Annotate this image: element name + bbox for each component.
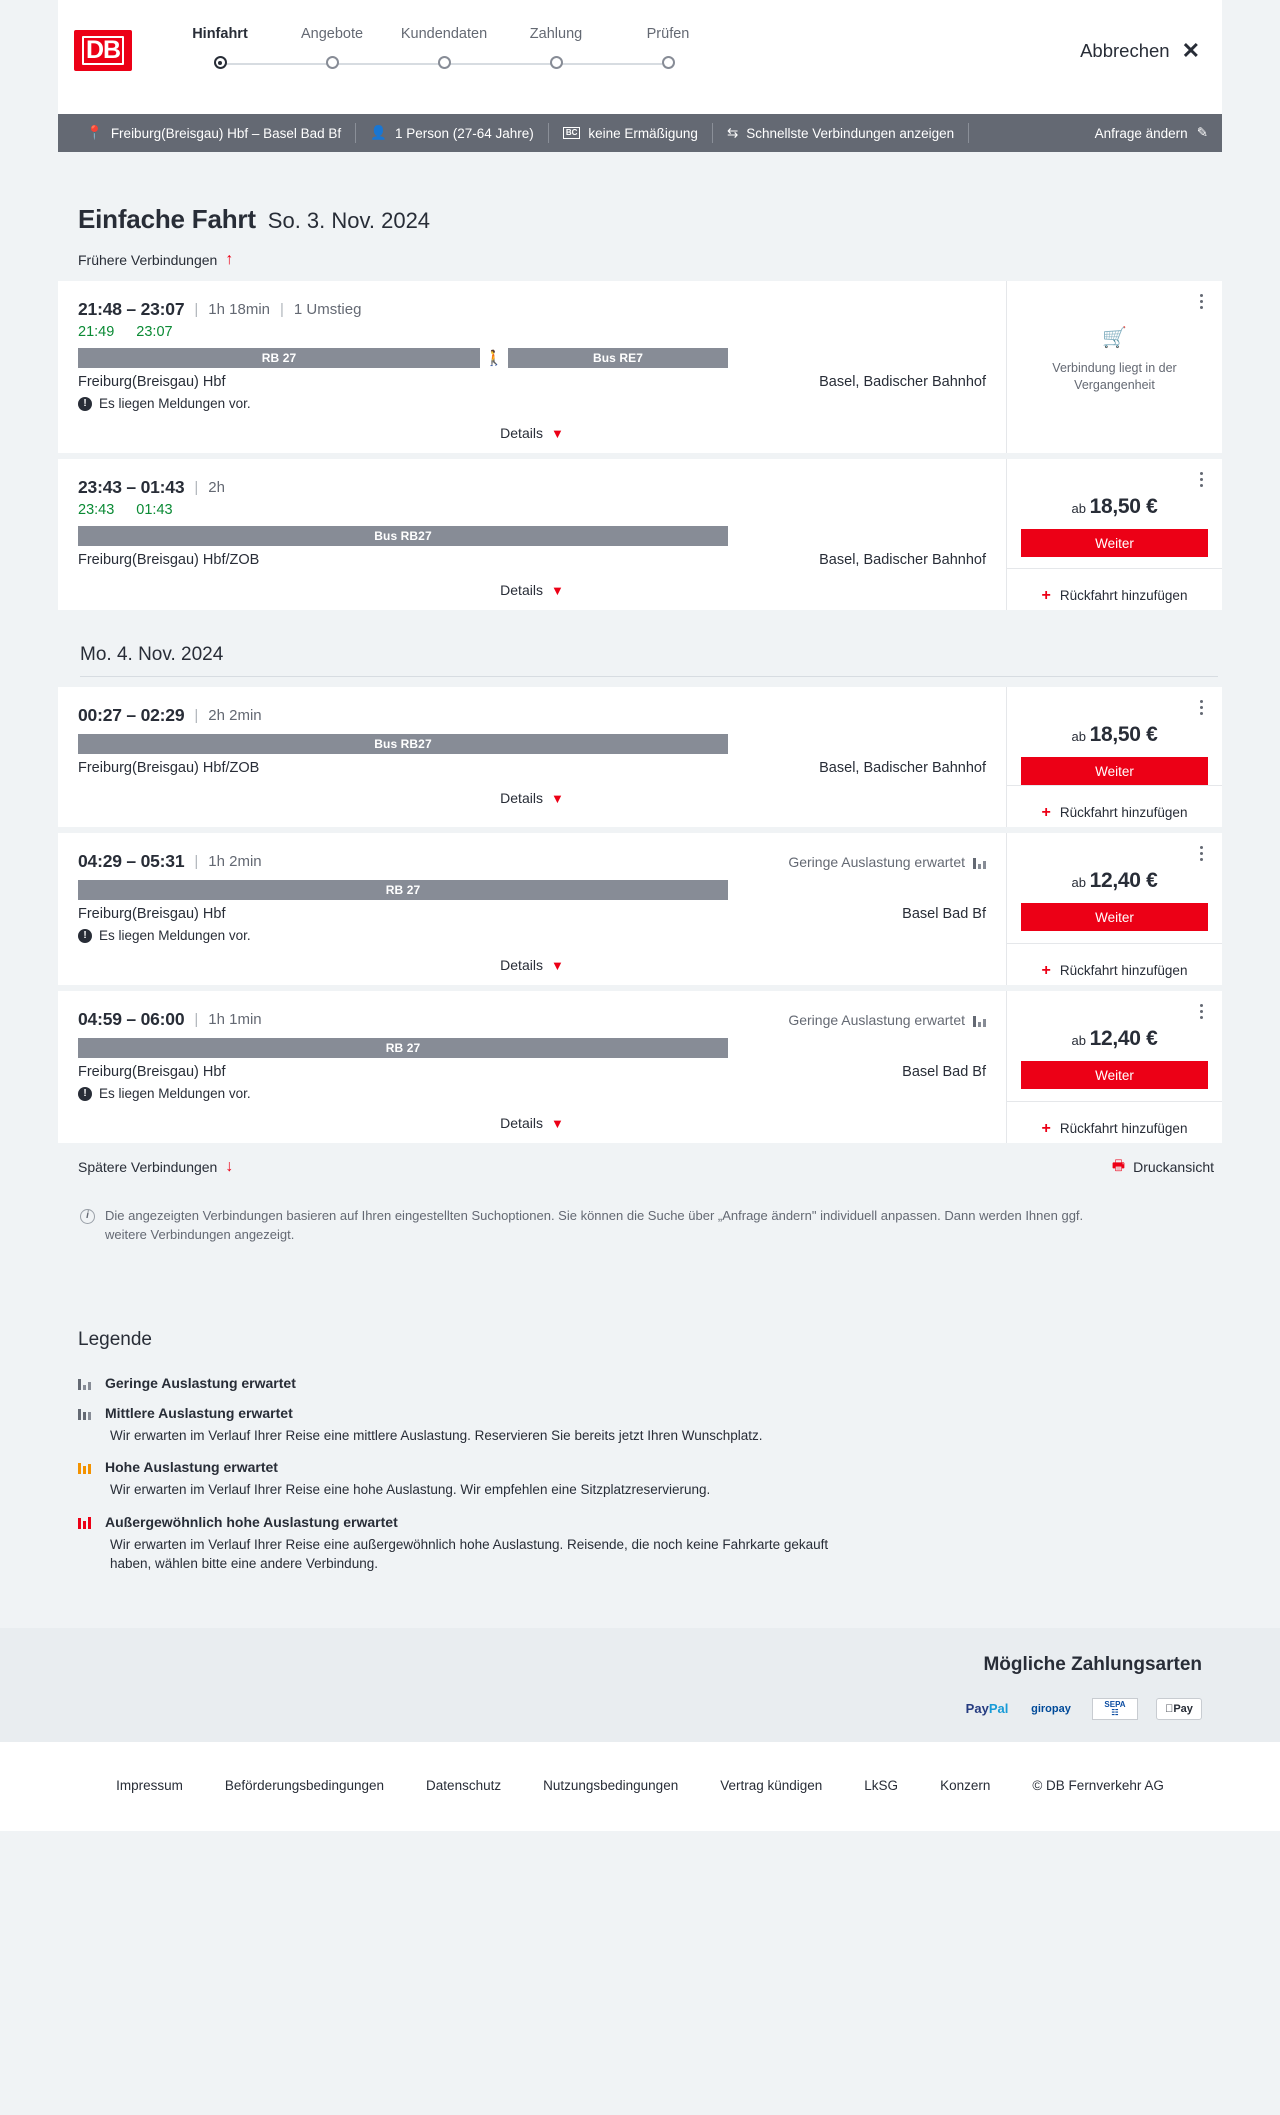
later-connections-button[interactable]	[78, 1158, 233, 1176]
legend-item-title: Außergewöhnlich hohe Auslastung erwartet	[105, 1513, 398, 1530]
connection-headline	[58, 1009, 1006, 1030]
occupancy-medium-icon	[78, 1406, 91, 1420]
station-from: Freiburg(Breisgau) Hbf/ZOB	[78, 760, 260, 776]
add-return-label: Rückfahrt hinzufügen	[1059, 805, 1188, 820]
details-toggle[interactable]	[58, 943, 1006, 985]
divider: |	[280, 301, 284, 318]
connection-stations	[58, 900, 1006, 922]
page-title: Einfache Fahrt	[78, 204, 256, 234]
connection-stations	[58, 1058, 1006, 1080]
connection-details	[58, 459, 1007, 610]
payment-title: Mögliche Zahlungsarten	[983, 1653, 1202, 1675]
step-label-hinfahrt[interactable]: Hinfahrt	[192, 26, 248, 42]
connection-duration: 1h 2min	[208, 853, 262, 870]
legend-item-desc: Wir erwarten im Verlauf Ihrer Reise eine mittlere Auslastung. Reservieren Sie bereits jetzt Ihren Wunschplatz.	[110, 1427, 763, 1443]
step-label-zahlung[interactable]: Zahlung	[529, 26, 583, 42]
station-to: Basel, Badischer Bahnhof	[819, 760, 986, 776]
footer-link-befoerderungsbedingungen[interactable]: Beförderungsbedingungen	[224, 1777, 385, 1793]
plus-icon: +	[1041, 803, 1051, 821]
details-label: Details	[500, 425, 543, 441]
info-icon: i	[80, 1209, 95, 1224]
connection-row[interactable]	[58, 687, 1222, 827]
price-prefix: ab	[1071, 501, 1086, 516]
price-block	[1021, 495, 1208, 519]
connection-offer	[1007, 687, 1222, 827]
cancel-label: Abbrechen	[1080, 40, 1170, 61]
add-return-button[interactable]	[1007, 1101, 1222, 1143]
day-separator-label: Mo. 4. Nov. 2024	[80, 644, 224, 665]
divider: |	[194, 853, 199, 870]
occupancy-indicator	[788, 854, 986, 870]
details-toggle[interactable]	[58, 411, 1006, 453]
exclamation-icon: !	[78, 1087, 92, 1101]
later-connections-label: Spätere Verbindungen	[78, 1159, 218, 1175]
chevron-down-icon: ▼	[550, 790, 564, 806]
station-to: Basel Bad Bf	[902, 1064, 986, 1080]
more-options-icon[interactable]	[1190, 695, 1212, 719]
page-title-row	[58, 152, 1222, 235]
divider: |	[194, 479, 199, 496]
leg-bars	[58, 1030, 1006, 1058]
occupancy-high-icon	[78, 1460, 91, 1474]
details-toggle[interactable]	[58, 568, 1006, 610]
legend-item-title: Mittlere Auslastung erwartet	[105, 1404, 293, 1421]
leg-bar[interactable]: Bus RB27	[78, 734, 728, 754]
results-panel	[58, 152, 1222, 1285]
legend-item	[58, 1459, 1222, 1500]
legend-item	[58, 1375, 1222, 1391]
station-to: Basel, Badischer Bahnhof	[819, 374, 986, 390]
leg-bar[interactable]: Bus RE7	[508, 348, 728, 368]
details-label: Details	[500, 790, 543, 806]
query-route-label: Freiburg(Breisgau) Hbf – Basel Bad Bf	[110, 125, 342, 141]
continue-button[interactable]: Weiter	[1021, 1061, 1208, 1089]
realtime-arrival: 01:43	[136, 502, 173, 518]
leg-bars	[58, 518, 1006, 546]
price-prefix: ab	[1071, 729, 1086, 744]
more-options-icon[interactable]	[1190, 467, 1212, 491]
step-dot-kundendaten[interactable]	[438, 56, 451, 69]
earlier-connections-label: Frühere Verbindungen	[78, 252, 218, 268]
query-discount[interactable]	[549, 123, 713, 143]
continue-button[interactable]: Weiter	[1021, 757, 1208, 785]
connection-duration: 1h 18min	[208, 301, 270, 318]
connection-notice-label: Es liegen Meldungen vor.	[99, 1086, 251, 1101]
legend-item	[58, 1514, 1222, 1574]
legend-item-desc: Wir erwarten im Verlauf Ihrer Reise eine außergewöhnlich hohe Auslastung. Reisende, die noch keine Fahrkarte gekauft haben, wählen bitte eine andere Verbindung.	[110, 1536, 829, 1572]
print-view-label: Druckansicht	[1133, 1159, 1214, 1175]
connection-row[interactable]	[58, 281, 1222, 453]
leg-bar[interactable]: Bus RB27	[78, 526, 728, 546]
station-from: Freiburg(Breisgau) Hbf	[78, 906, 226, 922]
past-connection-label: Verbindung liegt in der Vergangenheit	[1052, 361, 1177, 392]
cancel-button[interactable]	[1080, 40, 1200, 62]
query-sorting-label: Schnellste Verbindungen anzeigen	[746, 125, 955, 141]
connection-notice	[58, 922, 1006, 943]
connection-time: 04:29 – 05:31	[78, 851, 185, 871]
connection-duration: 1h 1min	[208, 1011, 262, 1028]
query-sorting[interactable]	[713, 123, 969, 143]
divider: |	[194, 301, 199, 318]
connection-time: 00:27 – 02:29	[78, 705, 185, 725]
connection-stations	[58, 754, 1006, 776]
connection-duration: 2h	[208, 479, 225, 496]
add-return-button[interactable]	[1007, 943, 1222, 985]
connection-offer	[1007, 991, 1222, 1143]
connection-headline	[58, 705, 1006, 726]
price-block	[1021, 869, 1208, 893]
more-options-icon[interactable]	[1190, 289, 1212, 313]
connection-offer	[1007, 459, 1222, 610]
add-return-button[interactable]	[1007, 568, 1222, 610]
continue-button[interactable]: Weiter	[1021, 903, 1208, 931]
leg-bars	[58, 340, 1006, 368]
legend-item	[58, 1405, 1222, 1446]
query-route[interactable]	[72, 123, 356, 143]
query-passengers-label: 1 Person (27-64 Jahre)	[394, 125, 534, 141]
add-return-label: Rückfahrt hinzufügen	[1059, 963, 1188, 978]
details-toggle[interactable]	[58, 1101, 1006, 1143]
connection-headline	[58, 299, 1006, 320]
connection-notice	[58, 1080, 1006, 1101]
db-logo-text: DB	[82, 36, 124, 65]
results-footer-row	[58, 1155, 1222, 1179]
occupancy-label: Geringe Auslastung erwartet	[788, 1011, 965, 1028]
arrow-up-icon: ↑	[225, 251, 234, 268]
printer-icon: 🖶	[1111, 1157, 1126, 1173]
add-return-button[interactable]	[1007, 785, 1222, 827]
price-value: 18,50 €	[1089, 723, 1158, 746]
exclamation-icon: !	[78, 929, 92, 943]
station-from: Freiburg(Breisgau) Hbf	[78, 1064, 226, 1080]
search-info-note	[58, 1179, 1222, 1245]
pencil-icon: ✎	[1196, 125, 1208, 141]
giropay-icon: giropay	[1031, 1702, 1071, 1715]
sort-arrows-icon: ⇆	[726, 125, 739, 141]
divider: |	[194, 1011, 199, 1028]
person-icon: 👤	[370, 125, 387, 141]
more-options-icon[interactable]	[1190, 841, 1212, 865]
step-label-pruefen[interactable]: Prüfen	[646, 26, 690, 42]
price-block	[1021, 1027, 1208, 1051]
connection-realtime	[58, 320, 1006, 340]
connection-time: 23:43 – 01:43	[78, 477, 185, 497]
price-value: 12,40 €	[1089, 1027, 1158, 1050]
leg-bar[interactable]: RB 27	[78, 348, 480, 368]
details-label: Details	[500, 582, 543, 598]
plus-icon: +	[1041, 961, 1051, 979]
payment-section	[0, 1628, 1280, 1742]
connection-stations	[58, 368, 1006, 390]
walking-transfer-icon: 🚶	[484, 350, 504, 367]
legend-item-title: Hohe Auslastung erwartet	[105, 1459, 278, 1476]
footer-link-konzern[interactable]: Konzern	[940, 1777, 991, 1793]
station-from: Freiburg(Breisgau) Hbf/ZOB	[78, 552, 260, 568]
occupancy-label: Geringe Auslastung erwartet	[788, 853, 965, 870]
sepa-icon: SEPA ☷	[1092, 1698, 1138, 1720]
step-dot-zahlung[interactable]	[550, 56, 563, 69]
paypal-icon: Pay Pal	[965, 1701, 1009, 1717]
connection-headline	[58, 851, 1006, 872]
connection-time: 21:48 – 23:07	[78, 299, 185, 319]
search-info-text: Die angezeigten Verbindungen basieren auf Ihren eingestellten Suchoptionen. Sie können die Suche über „Anfrage ändern" individuell anpassen. Dann werden Ihnen ggf. weitere Verbindungen angezeigt.	[105, 1208, 1084, 1242]
details-label: Details	[500, 1115, 543, 1131]
footer-link-datenschutz[interactable]: Datenschutz	[426, 1777, 502, 1793]
day-separator-rule	[80, 676, 1218, 677]
occupancy-low-icon	[78, 1376, 91, 1390]
connection-row[interactable]	[58, 459, 1222, 610]
connection-offer	[1007, 833, 1222, 985]
station-to: Basel, Badischer Bahnhof	[819, 552, 986, 568]
realtime-departure: 21:49	[78, 324, 115, 340]
step-label-kundendaten[interactable]: Kundendaten	[400, 26, 488, 42]
footer-link-impressum[interactable]: Impressum	[116, 1777, 183, 1793]
arrow-down-icon: ↓	[225, 1158, 234, 1175]
query-discount-label: keine Ermäßigung	[588, 125, 698, 141]
db-logo	[74, 30, 132, 71]
checkout-stepper	[164, 26, 724, 72]
occupancy-low-icon	[973, 855, 986, 869]
step-dot-angebote[interactable]	[326, 56, 339, 69]
price-value: 12,40 €	[1089, 869, 1158, 892]
chevron-down-icon: ▼	[550, 1115, 564, 1131]
legend-item-desc: Wir erwarten im Verlauf Ihrer Reise eine hohe Auslastung. Wir empfehlen eine Sitzplatzreservierung.	[110, 1482, 711, 1498]
footer-link-lksg[interactable]: LkSG	[864, 1777, 899, 1793]
connection-transfers: 1 Umstieg	[293, 301, 362, 318]
apple-pay-icon: Pay	[1156, 1698, 1202, 1720]
legend-title: Legende	[78, 1328, 152, 1350]
add-return-label: Rückfahrt hinzufügen	[1059, 588, 1188, 603]
query-passengers[interactable]	[356, 123, 549, 143]
legend-item-title: Geringe Auslastung erwartet	[105, 1374, 296, 1391]
query-summary-bar	[58, 114, 1222, 152]
occupancy-low-icon	[973, 1013, 986, 1027]
realtime-arrival: 23:07	[136, 324, 173, 340]
connection-time: 04:59 – 06:00	[78, 1009, 185, 1029]
occupancy-very-high-icon	[78, 1515, 91, 1529]
footer-link-vertrag-kuendigen[interactable]: Vertrag kündigen	[720, 1777, 823, 1793]
station-to: Basel Bad Bf	[902, 906, 986, 922]
continue-button[interactable]: Weiter	[1021, 529, 1208, 557]
footer-section	[0, 1742, 1280, 1831]
leg-bar[interactable]: RB 27	[78, 1038, 728, 1058]
occupancy-indicator	[788, 1012, 986, 1028]
connection-stations	[58, 546, 1006, 568]
plus-icon: +	[1041, 586, 1051, 604]
footer-link-nutzungsbedingungen[interactable]: Nutzungsbedingungen	[543, 1777, 679, 1793]
earlier-connections-button[interactable]	[58, 251, 1222, 269]
chevron-down-icon: ▼	[550, 957, 564, 973]
step-dot-pruefen[interactable]	[662, 56, 675, 69]
price-value: 18,50 €	[1089, 495, 1158, 518]
connection-notice-label: Es liegen Meldungen vor.	[99, 396, 251, 411]
realtime-departure: 23:43	[78, 502, 115, 518]
bahncard-icon: BC	[563, 127, 581, 139]
leg-bars	[58, 726, 1006, 754]
header	[58, 0, 1222, 114]
step-label-angebote[interactable]: Angebote	[300, 26, 364, 42]
print-view-button[interactable]	[1112, 1155, 1214, 1179]
details-toggle[interactable]	[58, 776, 1006, 818]
more-options-icon[interactable]	[1190, 999, 1212, 1023]
footer-copyright: © DB Fernverkehr AG	[1032, 1777, 1164, 1793]
chevron-down-icon: ▼	[550, 582, 564, 598]
plus-icon: +	[1041, 1119, 1051, 1137]
connection-notice	[58, 390, 1006, 411]
close-icon[interactable]: ✕	[1181, 38, 1200, 63]
connection-list	[58, 281, 1222, 1143]
add-return-label: Rückfahrt hinzufügen	[1059, 1121, 1188, 1136]
exclamation-icon: !	[78, 397, 92, 411]
step-dot-hinfahrt[interactable]	[214, 56, 227, 69]
location-pin-icon: 📍	[86, 125, 103, 141]
chevron-down-icon: ▼	[550, 425, 564, 441]
price-prefix: ab	[1071, 1033, 1086, 1048]
connection-details	[58, 281, 1007, 453]
leg-bars	[58, 872, 1006, 900]
cart-crossed-icon: 🛒	[1102, 327, 1127, 349]
station-from: Freiburg(Breisgau) Hbf	[78, 374, 226, 390]
price-block	[1021, 723, 1208, 747]
connection-headline	[58, 477, 1006, 498]
price-prefix: ab	[1071, 875, 1086, 890]
connection-notice-label: Es liegen Meldungen vor.	[99, 928, 251, 943]
divider: |	[194, 707, 199, 724]
connection-row[interactable]	[58, 833, 1222, 985]
connection-details	[58, 833, 1007, 985]
day-separator	[58, 616, 1222, 687]
edit-query-button[interactable]	[1095, 126, 1208, 141]
connection-realtime	[58, 498, 1006, 518]
edit-query-label: Anfrage ändern	[1094, 125, 1188, 141]
connection-duration: 2h 2min	[208, 707, 262, 724]
legend-section	[0, 1285, 1280, 1628]
details-label: Details	[500, 957, 543, 973]
connection-details	[58, 687, 1007, 827]
payment-logos	[58, 1676, 1222, 1720]
page-date: So. 3. Nov. 2024	[267, 208, 431, 233]
connection-row[interactable]	[58, 991, 1222, 1143]
past-connection-note	[1021, 291, 1208, 394]
connection-details	[58, 991, 1007, 1143]
leg-bar[interactable]: RB 27	[78, 880, 728, 900]
connection-offer	[1007, 281, 1222, 453]
